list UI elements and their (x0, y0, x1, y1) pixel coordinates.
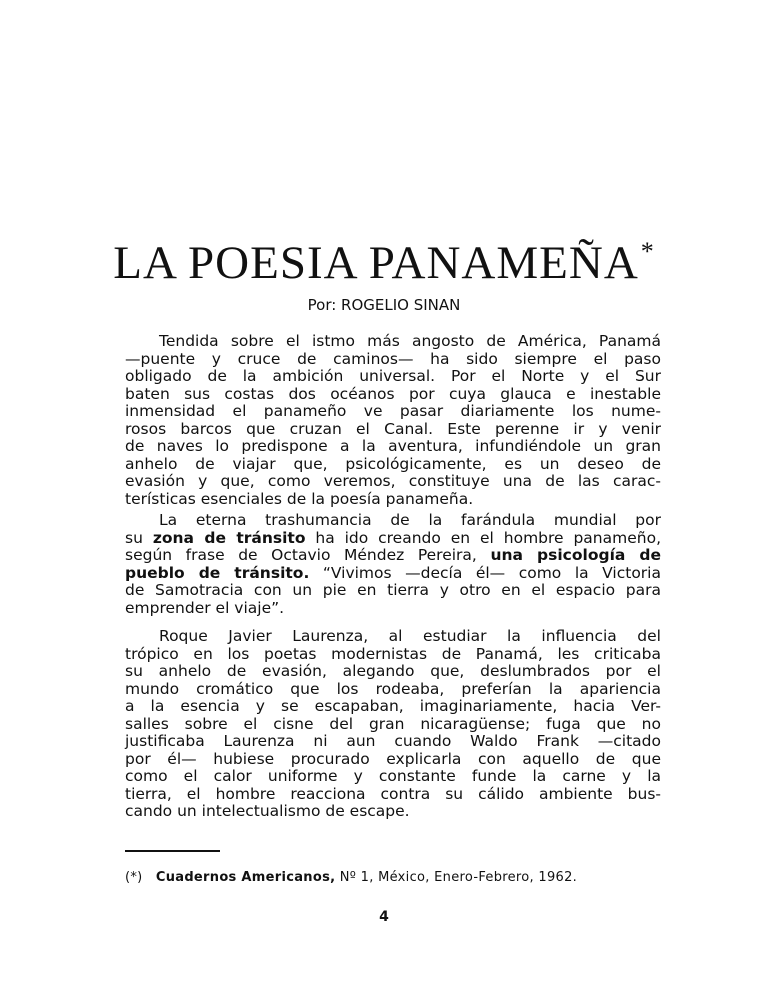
page-number: 4 (379, 909, 389, 925)
text-line (125, 646, 661, 664)
text-line (125, 438, 661, 456)
paragraph (125, 512, 661, 617)
text-line (125, 368, 661, 386)
text-segment: inmensidad el panameño ve pasar diariamente los nume- (125, 402, 661, 420)
text-segment: “Vivimos —decía él— como la Victoria (309, 563, 661, 582)
text-segment: su (125, 528, 153, 547)
text-segment: según frase de Octavio Méndez Pereira, (125, 546, 491, 564)
text-segment: mundo cromático que los rodeaba, preferían la apariencia (125, 679, 661, 698)
text-segment: baten sus costas dos océanos por cuya glauca e inestable (125, 384, 661, 403)
text-segment: anhelo de viajar que, psicológicamente, es un deseo de (125, 454, 661, 473)
text-line (125, 716, 661, 734)
text-line (125, 803, 661, 821)
text-segment: terísticas esenciales de la poesía panameña. (125, 489, 474, 508)
text-line (125, 456, 661, 474)
page-title (0, 238, 768, 288)
text-line (125, 386, 661, 404)
bold-text: una psicología de (490, 546, 662, 564)
footnote-details: Nº 1, México, Enero-Febrero, 1962. (339, 870, 578, 885)
text-segment: obligado de la ambición universal. Por el Norte y el Sur (125, 367, 661, 385)
paragraph (125, 628, 661, 821)
text-segment: trópico en los poetas modernistas de Panamá, les criticaba (125, 644, 661, 663)
text-segment: evasión y que, como veremos, constituye una de las carac- (125, 472, 661, 490)
text-line (125, 421, 661, 439)
text-segment: emprender el viaje”. (125, 598, 285, 617)
text-segment: tierra, el hombre reacciona contra su cálido ambiente bus- (125, 784, 661, 803)
text-segment: de naves lo predispone a la aventura, infundiéndole un gran (125, 437, 661, 455)
text-line (125, 681, 661, 699)
footnote-mark: (*) (125, 870, 143, 885)
text-line (125, 751, 661, 769)
text-line (125, 403, 661, 421)
text-segment: por él— hubiese procurado explicarla con aquello de que (125, 749, 661, 768)
text-segment: salles sobre el cisne del gran nicaragüense; fuga que no (125, 714, 661, 733)
text-line (125, 733, 661, 751)
text-line (125, 663, 661, 681)
text-line (125, 473, 661, 491)
footnote-marker: * (640, 237, 655, 266)
article-body (125, 333, 661, 825)
text-line (125, 628, 661, 646)
footnote-divider (125, 850, 220, 852)
text-line (125, 786, 661, 804)
text-line (125, 333, 661, 351)
text-line (125, 565, 661, 583)
text-segment: como el calor uniforme y constante funde la carne y la (125, 767, 661, 785)
text-segment: —puente y cruce de caminos— ha sido siempre el paso (125, 349, 661, 368)
text-line (125, 512, 661, 530)
text-segment: Tendida sobre el istmo más angosto de América, Panamá (159, 332, 661, 350)
text-line (125, 582, 661, 600)
title-text: LA POESIA PANAMEÑA (113, 237, 639, 289)
text-segment: a la esencia y se escapaban, imaginariamente, hacia Ver- (125, 697, 661, 715)
footnote-source: Cuadernos Americanos, (155, 870, 336, 885)
text-segment: justificaba Laurenza ni aun cuando Waldo Frank —citado (125, 732, 661, 750)
text-segment: La eterna trashumancia de la farándula mundial por (159, 511, 661, 529)
text-line (125, 600, 661, 618)
text-line (125, 491, 661, 509)
text-line (125, 698, 661, 716)
text-line (125, 547, 661, 565)
text-line (125, 530, 661, 548)
text-segment: cando un intelectualismo de escape. (125, 802, 410, 820)
text-segment: ha ido creando en el hombre panameño, (305, 528, 661, 547)
text-line (125, 768, 661, 786)
text-segment: de Samotracia con un pie en tierra y otro en el espacio para (125, 581, 661, 599)
author-byline: Por: ROGELIO SINAN (307, 296, 461, 314)
text-line (125, 351, 661, 369)
footnote (125, 870, 577, 886)
bold-text: pueblo de tránsito. (125, 563, 310, 582)
bold-text: zona de tránsito (152, 528, 306, 547)
text-segment: su anhelo de evasión, alegando que, deslumbrados por el (125, 662, 661, 680)
paragraph (125, 333, 661, 508)
text-segment: Roque Javier Laurenza, al estudiar la influencia del (159, 627, 661, 645)
text-segment: rosos barcos que cruzan el Canal. Este perenne ir y venir (125, 419, 661, 438)
